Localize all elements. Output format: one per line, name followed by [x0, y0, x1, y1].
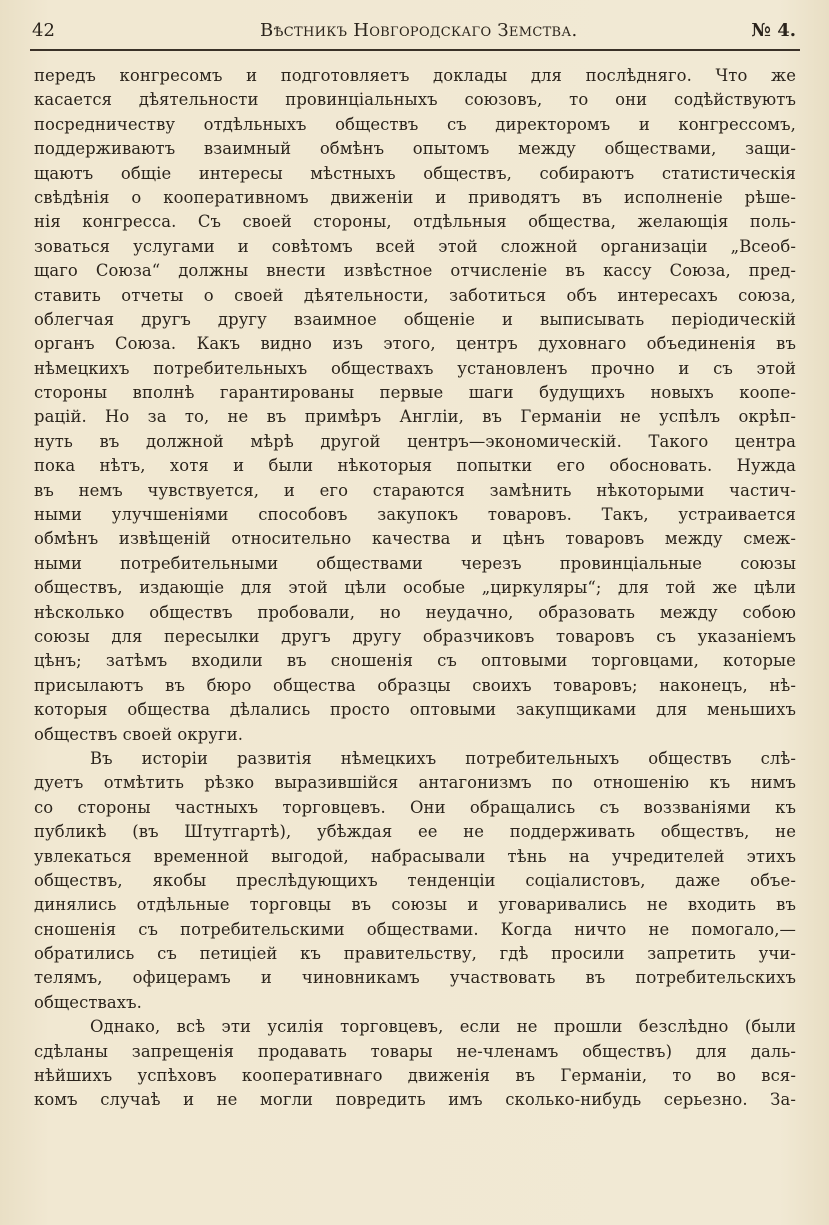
text-line: дуетъ отмѣтить рѣзко выразившійся антагонизмъ по отношенію къ нимъ: [34, 773, 796, 793]
text-line: свѣдѣнія о кооперативномъ движеніи и приводятъ въ исполненіе рѣше-: [34, 187, 796, 207]
journal-title: Вѣстникъ Новгородскаго Земства.: [260, 20, 578, 41]
text-line: пока нѣтъ, хотя и были нѣкоторыя попытки его обосновать. Нужда: [34, 456, 796, 476]
page-number: 42: [32, 20, 55, 41]
text-line: нѣмецкихъ потребительныхъ обществахъ установленъ прочно и съ этой: [34, 358, 796, 378]
text-line: касается дѣятельности провинціальныхъ союзовъ, то они содѣйствуютъ: [34, 90, 796, 110]
text-line: нѣйшихъ успѣховъ кооперативнаго движенія въ Германіи, то во вся-: [34, 1066, 796, 1086]
text-line: нѣсколько обществъ пробовали, но неудачно, образовать между собою: [34, 602, 796, 622]
text-line: комъ случаѣ и не могли повредить имъ сколько-нибудь серьезно. За-: [34, 1090, 796, 1110]
text-line: союзы для пересылки другъ другу образчиковъ товаровъ съ указаніемъ: [34, 626, 796, 646]
text-line: ставить отчеты о своей дѣятельности, заботиться объ интересахъ союза,: [34, 285, 796, 305]
text-line: увлекаться временной выгодой, набрасывали тѣнь на учредителей этихъ: [34, 846, 796, 866]
text-line: которыя общества дѣлались просто оптовыми закупщиками для меньшихъ: [34, 700, 796, 720]
text-line: динялись отдѣльные торговцы въ союзы и уговаривались не входить въ: [34, 895, 796, 915]
text-line: щаго Союза“ должны внести извѣстное отчисленіе въ кассу Союза, пред-: [34, 261, 796, 281]
text-line: щаютъ общіе интересы мѣстныхъ обществъ, собираютъ статистическія: [34, 163, 796, 183]
text-line: со стороны частныхъ торговцевъ. Они обращались съ воззваніями къ: [34, 797, 796, 817]
text-line: въ немъ чувствуется, и его стараются замѣнить нѣкоторыми частич-: [34, 480, 796, 500]
text-line: зоваться услугами и совѣтомъ всей этой сложной организаціи „Всеоб-: [34, 236, 796, 256]
text-line: сношенія съ потребительскими обществами. Когда ничто не помогало,—: [34, 919, 796, 939]
text-line: обществахъ.: [34, 992, 142, 1012]
text-line: телямъ, офицерамъ и чиновникамъ участвовать въ потребительскихъ: [34, 968, 796, 988]
text-line: органъ Союза. Какъ видно изъ этого, центръ духовнаго объединенія въ: [34, 334, 796, 354]
text-line: поддерживаютъ взаимный обмѣнъ опытомъ между обществами, защи-: [34, 139, 796, 159]
text-line: цѣнъ; затѣмъ входили въ сношенія съ оптовыми торговцами, которые: [34, 651, 796, 671]
text-line: нуть въ должной мѣрѣ другой центръ—экономическій. Такого центра: [34, 431, 796, 451]
text-line: обществъ, якобы преслѣдующихъ тенденціи соціалистовъ, даже объе-: [34, 870, 796, 890]
text-line: ными улучшеніями способовъ закупокъ товаровъ. Такъ, устраивается: [34, 505, 796, 525]
text-line: публикѣ (въ Штутгартѣ), убѣждая ее не поддерживать обществъ, не: [34, 822, 796, 842]
issue-number: № 4.: [751, 20, 796, 41]
text-line: обмѣнъ извѣщеній относительно качества и цѣнъ товаровъ между смеж-: [34, 529, 796, 549]
text-line: посредничеству отдѣльныхъ обществъ съ директоромъ и конгрессомъ,: [34, 114, 796, 134]
text-line: обществъ, издающіе для этой цѣли особые „циркуляры“; для той же цѣли: [34, 578, 796, 598]
text-line: стороны вполнѣ гарантированы первые шаги будущихъ новыхъ коопе-: [34, 383, 796, 403]
text-line: обратились съ петиціей къ правительству, гдѣ просили запретить учи-: [34, 944, 796, 964]
text-line: рацій. Но за то, не въ примѣръ Англіи, въ Германіи не успѣлъ окрѣп-: [34, 407, 796, 427]
text-line: нія конгресса. Съ своей стороны, отдѣльныя общества, желающія поль-: [34, 212, 796, 232]
text-line: присылаютъ въ бюро общества образцы своихъ товаровъ; наконецъ, нѣ-: [34, 675, 796, 695]
text-line: Однако, всѣ эти усилія торговцевъ, если не прошли безслѣдно (были: [90, 1017, 796, 1037]
text-line: Въ исторіи развитія нѣмецкихъ потребительныхъ обществъ слѣ-: [90, 748, 796, 768]
text-line: обществъ своей округи.: [34, 724, 244, 744]
text-line: ными потребительными обществами черезъ провинціальные союзы: [34, 553, 796, 573]
running-header: [30, 20, 800, 50]
text-line: облегчая другъ другу взаимное общеніе и выписывать періодическій: [34, 309, 796, 329]
body-text: [34, 64, 796, 1113]
header-rule: [30, 49, 800, 51]
text-line: сдѣланы запрещенія продавать товары не-членамъ обществъ) для даль-: [34, 1041, 796, 1061]
text-line: передъ конгресомъ и подготовляетъ доклады для послѣдняго. Что же: [34, 66, 796, 85]
